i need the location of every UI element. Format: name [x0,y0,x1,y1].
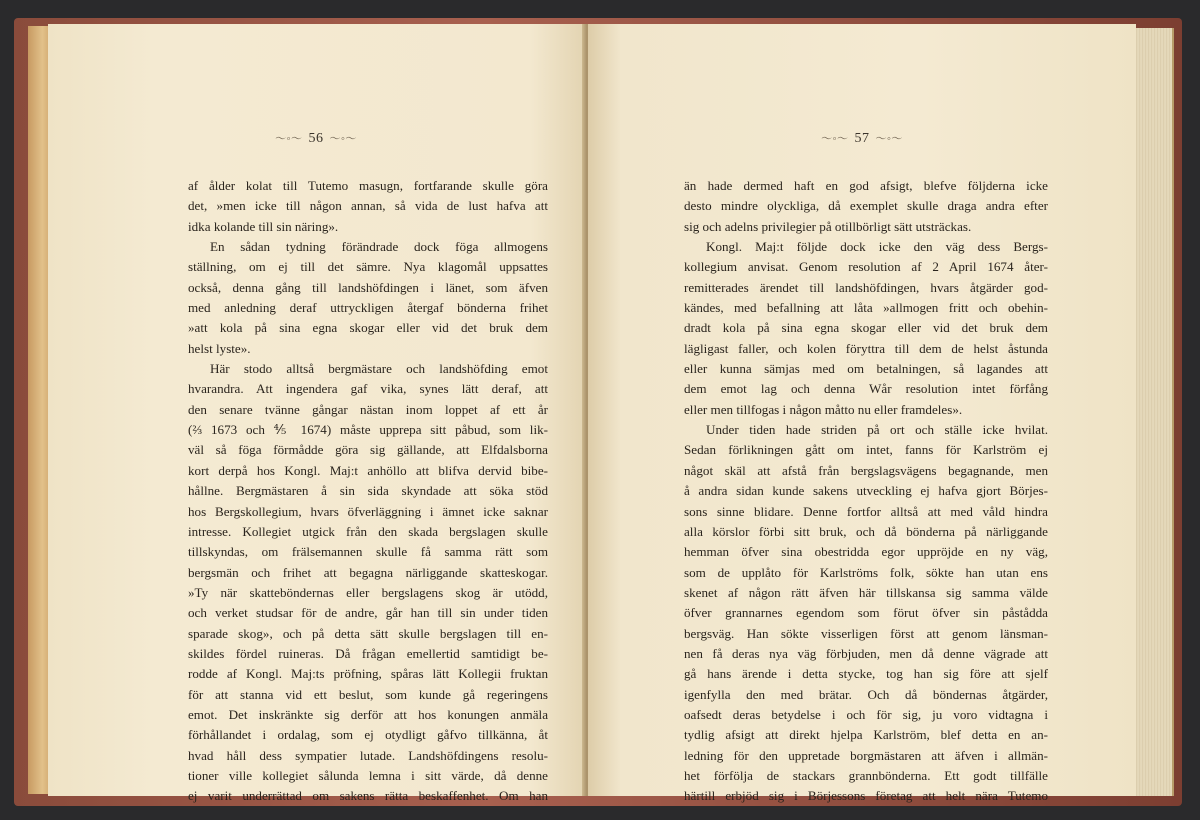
text-line: ledning för den uppretade borgmästaren att äfven i allmän- [684,747,1048,763]
text-line: skenet af någon rätt äfven här tillskansa sig samma välde [684,584,1048,600]
ornament-icon: 〜◦〜 [329,133,357,145]
text-line: tillskyndas, om frälsemannen skulle få samma rätt som [188,544,548,560]
text-line: tydlig afsigt att direkt hjelpa Karlström, blef detta en an- [684,727,1048,743]
text-line: »att kola på sina egna skogar eller vid det bruk dem [188,320,548,336]
text-line: bergsväg. Han sökte visserligen först att genom länsman- [684,625,1048,641]
text-line: hos Bergskollegium, hvars öfverläggning i ämnet icke saknar [188,503,548,519]
text-line: eller men tillfogas i någon måtto nu eller framdeles». [684,401,963,417]
text-line: emot. Det inskränkte sig derför att hos konungen anmäla [188,706,548,722]
text-line: förhållandet i ordalag, som ej otydligt gåfvo tillkänna, åt [188,727,548,743]
text-line: helst lyste». [188,340,251,356]
text-line: Under tiden hade striden på ort och ställe icke hvilat. [706,422,1048,438]
text-line: å andra sidan kunde sakens utveckling ej hafva gjort Börjes- [684,483,1048,499]
text-line: väl så föga förmådde göra sig gällande, att Elfdalsborna [188,442,548,458]
text-line: intresse. Kollegiet utgick från den skada bergslagen skulle [188,523,548,539]
right-page-number: 〜◦〜 57 〜◦〜 [821,131,903,146]
text-line: hemman öfver sina obestridda egor uppröjde en ny väg, [684,544,1048,560]
text-line: af ålder kolat till Tutemo masugn, fortfarande skulle göra [188,178,548,193]
left-page-number: 〜◦〜 56 〜◦〜 [275,131,357,146]
text-line: Kongl. Maj:t följde dock icke den väg dess Bergs- [706,239,1048,255]
text-line: än hade dermed haft en god afsigt, blefve följderna icke [684,178,1048,193]
text-line: hvad håll dess sympatier lutade. Landshöfdingens resolu- [188,747,548,763]
text-line: oafsedt deras betydelse i och för sig, ju voro vidtagna i [684,706,1048,722]
text-line: härtill erbjöd sig i Börjessons företag att helt nära Tutemo [684,788,1048,804]
text-line: kollegium anvisat. Genom resolution af 2 April 1674 åter- [684,259,1048,275]
text-line: hvarandra. Att ingendera gaf vika, synes lätt deraf, att [188,381,548,397]
left-page-text [188,176,548,807]
right-page-stack [1132,28,1174,796]
text-line: (⅔ 1673 och ⅘ 1674) måste upprepa sitt påbud, som lik- [188,422,548,438]
text-line: Här stodo alltså bergmästare och landshöfding emot [210,361,548,377]
text-line: för att stanna vid ett beslut, som kunde gå regeringens [188,686,548,702]
text-line: bergsmän och frihet att begagna närliggande skatteskogar. [188,564,548,580]
text-line: tioner ville kollegiet sålunda lemna i sitt värde, då denne [188,767,548,783]
text-line: som de upplåto för Karlströms folk, sökte han utan ens [684,564,1048,580]
text-line: ej varit underrättad om sakens rätta beskaffenhet. Om han [188,788,548,804]
text-line: nen få deras nya väg förbjuden, men då denne vägrade att [684,645,1048,661]
text-line: och verket studsar för de andre, går han till sin under tiden [188,605,548,621]
text-line: »Ty när skatteböndernas eller bergslagens skog är utödd, [188,584,548,600]
ornament-icon: 〜◦〜 [821,133,849,145]
left-page [48,24,584,804]
text-line: det, »men icke till någon annan, så vida de lust hafva att [188,198,548,214]
text-line: skildes fördel ruineras. Då frågan emellertid samtidigt be- [188,645,548,661]
text-line: gå hans ärende i detta stycke, tog han sig före att sjelf [684,666,1048,682]
text-line: sons sinne blidare. Denne fortfor alltså att med våld hindra [684,503,1048,519]
text-line: kändes, med befallning att låta »allmogen fritt och obehin- [684,300,1048,316]
right-page [588,24,1136,804]
right-page-text [684,176,1048,807]
text-line: igenfylla den med brätar. Och då böndernas åtgärder, [684,686,1048,702]
text-line: också, denna gång till landshöfdingen i länet, som äfven [188,279,548,295]
text-line: idka kolande till sin näring». [188,218,339,234]
text-line: öfver grannarnes egendom som förut öfver sin påstådda [684,605,1048,621]
text-line: lägligast faller, och kolen föryttra till dem de helst åstunda [684,340,1048,356]
text-line: En sådan tydning förändrade dock föga allmogens [210,239,548,255]
text-line: remitterades ärendet till landshöfdingen, hvars åtgärder god- [684,279,1048,295]
text-line: eller kunna sämjas med om betalningen, så lagandes att [684,361,1048,377]
text-line: något skäl att afstå från bergslagsvägens begagnande, men [684,462,1048,478]
text-line: Sedan förlikningen gått om intet, fanns för Karlström ej [684,442,1048,458]
text-line: dradt kola på sina egna skogar eller vid det bruk dem [684,320,1048,336]
text-line: den senare tvänne gångar nästan inom loppet af ett år [188,401,548,417]
text-line: alla körslor förbi sitt bruk, och då bönderna på närliggande [684,523,1048,539]
text-line: ställning, om ej till det sämre. Nya klagomål uppsattes [188,259,548,275]
text-line: rodde af Kongl. Maj:ts pröfning, spåras lätt Kollegii fruktan [188,666,548,682]
ornament-icon: 〜◦〜 [275,133,303,145]
text-line: dem emot lag och denna Wår resolution intet förfång [684,381,1048,397]
text-line: desto mindre olyckliga, då exemplet skulle draga andra efter [684,198,1048,214]
text-line: kort derpå hos Kongl. Maj:t anhöllo att blifva dervid bibe- [188,462,548,478]
text-line: med anledning deraf uttryckligen återgaf bönderna frihet [188,300,548,316]
text-line: sparade skog», och på detta sätt skulle bergslagen till en- [188,625,548,641]
text-line: hållne. Bergmästaren å sin sida skyndade att söka stöd [188,483,548,499]
text-line: het förfölja de stackars grannbönderna. Ett godt tillfälle [684,767,1048,783]
text-line: sig och adelns privilegier på otillbörligt sätt utsträckas. [684,218,972,234]
ornament-icon: 〜◦〜 [875,133,903,145]
